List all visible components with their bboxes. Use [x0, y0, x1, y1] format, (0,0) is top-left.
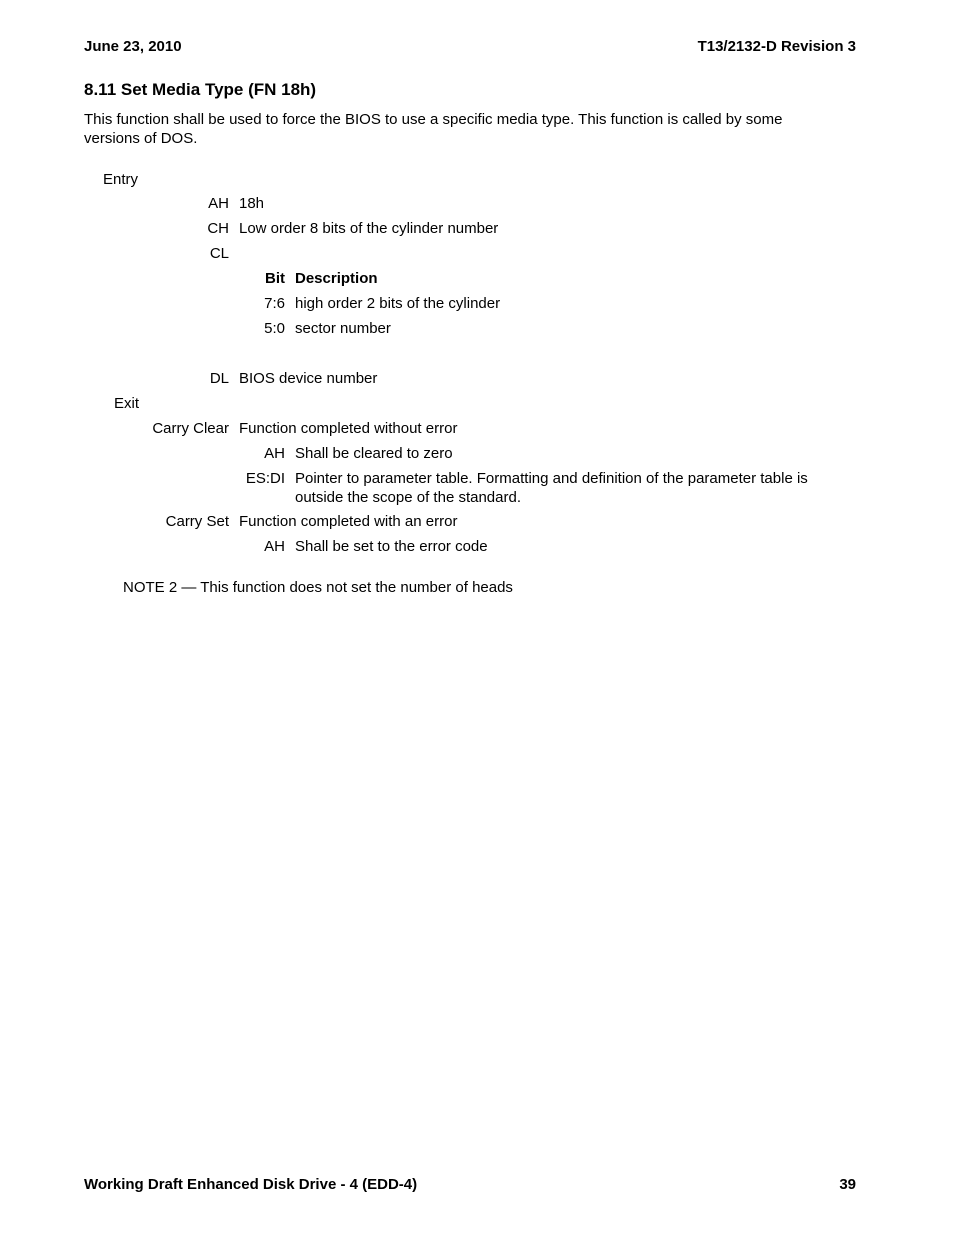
carry-clear-desc-esdi-line-1: Pointer to parameter table. Formatting and definition of the parameter table is: [295, 470, 808, 487]
entry-label: Entry: [103, 171, 139, 188]
entry-reg-cl: CL: [209, 245, 229, 262]
entry-reg-ah: AH: [208, 195, 229, 212]
carry-clear-desc: Function completed without error: [239, 420, 458, 437]
entry-reg-ch: CH: [207, 220, 229, 237]
header-date: June 23, 2010: [84, 38, 182, 55]
cl-table-bit-7-6: 7:6: [264, 295, 285, 312]
cl-table-header-desc: Description: [295, 270, 378, 287]
carry-set-reg-ah: AH: [264, 538, 285, 555]
carry-clear-reg-ah: AH: [264, 445, 285, 462]
carry-clear-desc-esdi-line-2: outside the scope of the standard.: [295, 489, 521, 506]
carry-clear-reg-esdi: ES:DI: [245, 470, 285, 487]
section-title: 8.11 Set Media Type (FN 18h): [84, 80, 317, 99]
cl-table-desc-5-0: sector number: [295, 320, 391, 337]
header-doc-id: T13/2132-D Revision 3: [697, 38, 856, 55]
carry-set-label: Carry Set: [165, 513, 229, 530]
carry-set-desc-ah: Shall be set to the error code: [295, 538, 488, 555]
entry-desc-ah: 18h: [239, 195, 265, 212]
note-text: NOTE 2 — This function does not set the number of heads: [123, 579, 513, 596]
exit-label: Exit: [114, 395, 140, 412]
intro-line-1: This function shall be used to force the BIOS to use a specific media type. This function is called by some: [84, 111, 783, 128]
carry-clear-label: Carry Clear: [152, 420, 229, 437]
footer-title: Working Draft Enhanced Disk Drive - 4 (EDD-4): [84, 1176, 418, 1193]
entry-desc-ch: Low order 8 bits of the cylinder number: [239, 220, 499, 237]
cl-table-header-bit: Bit: [265, 270, 285, 287]
cl-table-bit-5-0: 5:0: [264, 320, 285, 337]
carry-clear-desc-ah: Shall be cleared to zero: [295, 445, 453, 462]
footer-page-number: 39: [839, 1176, 856, 1193]
entry-reg-dl: DL: [209, 370, 229, 387]
intro-line-2: versions of DOS.: [84, 130, 198, 147]
entry-desc-dl: BIOS device number: [239, 370, 378, 387]
carry-set-desc: Function completed with an error: [239, 513, 458, 530]
cl-table-desc-7-6: high order 2 bits of the cylinder: [295, 295, 501, 312]
